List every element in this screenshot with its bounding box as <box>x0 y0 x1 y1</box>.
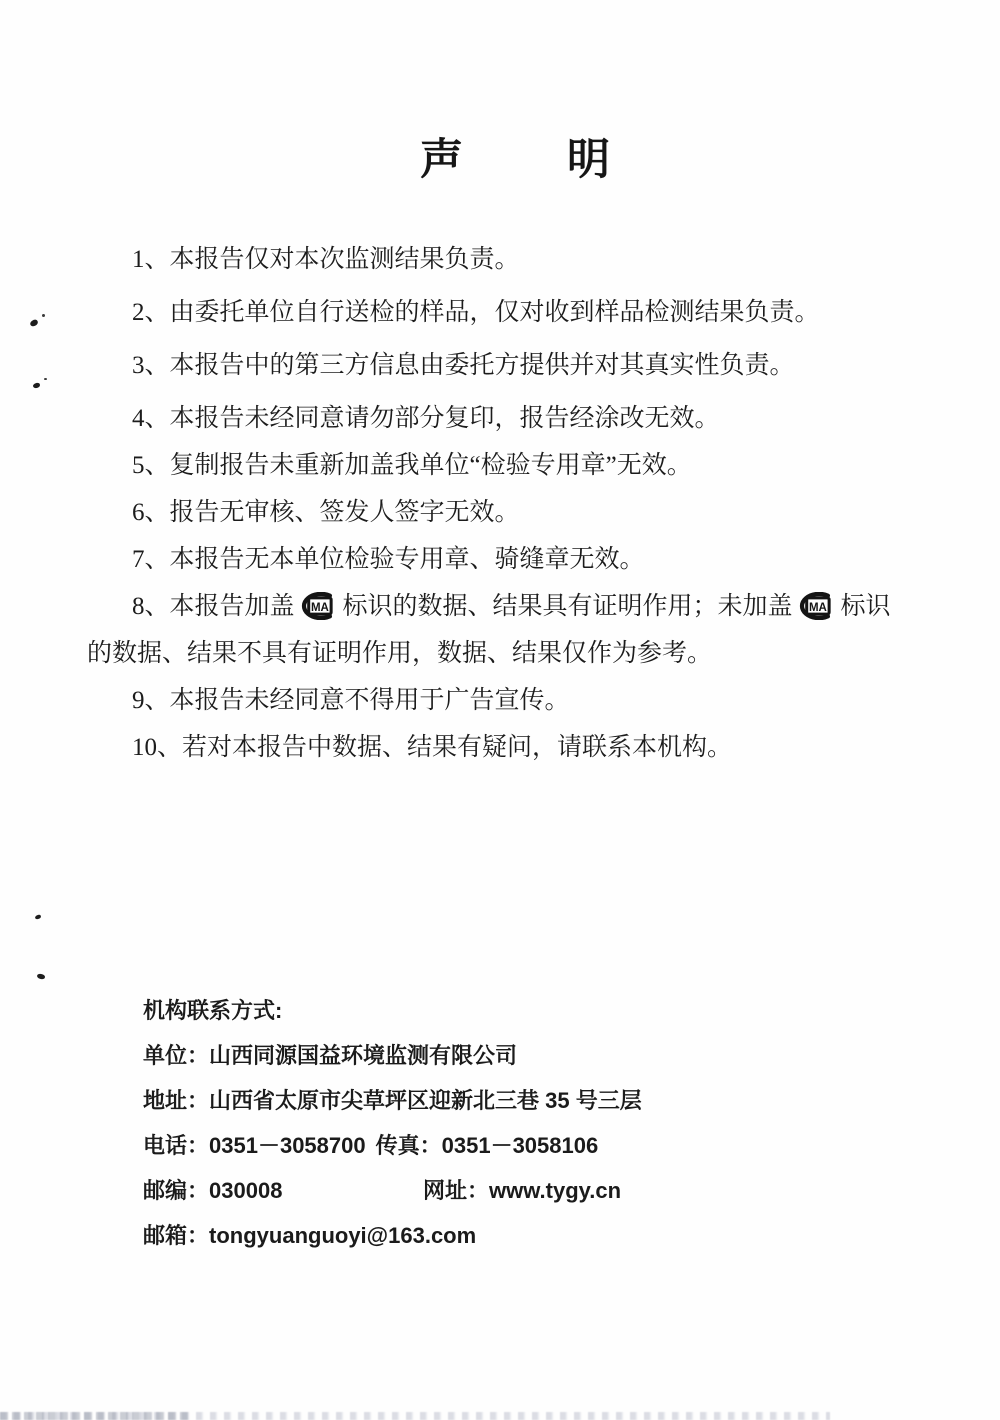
statement-8-part2: 标识的数据、结果具有证明作用；未加盖 <box>342 593 793 620</box>
statement-7: 7、本报告无本单位检验专用章、骑缝章无效。 <box>132 546 645 573</box>
contact-zip-row <box>143 1168 843 1213</box>
contact-unit-value: 山西同源国益环境监测有限公司 <box>209 1043 518 1068</box>
statement-8 <box>87 583 899 677</box>
contact-phone-value: 0351－3058700 <box>209 1133 366 1158</box>
cma-mark-text: MA <box>808 601 827 614</box>
cma-mark-icon <box>797 592 837 620</box>
contact-unit-label: 单位： <box>143 1043 210 1068</box>
contact-fax-value: 0351－3058106 <box>441 1133 599 1158</box>
cma-mark-icon <box>299 592 339 620</box>
ink-speck <box>35 914 42 919</box>
contact-zip-value: 030008 <box>209 1178 283 1203</box>
cma-mark-text: MA <box>310 601 329 614</box>
contact-unit-row <box>143 1033 843 1078</box>
contact-zip-label: 邮编： <box>143 1178 210 1203</box>
title-char-1: 声 <box>420 137 463 184</box>
page-bottom-bleedthrough <box>0 1412 830 1420</box>
contact-heading: 机构联系方式: <box>143 998 283 1023</box>
statement-3: 3、本报告中的第三方信息由委托方提供并对其真实性负责。 <box>132 352 795 379</box>
ink-speck <box>42 314 45 317</box>
contact-email-row <box>143 1213 843 1258</box>
statement-9: 9、本报告未经同意不得用于广告宣传。 <box>132 687 570 714</box>
statements-list <box>87 236 899 771</box>
statement-4: 4、本报告未经同意请勿部分复印，报告经涂改无效。 <box>132 405 720 432</box>
ink-speck <box>44 378 47 380</box>
title-char-2: 明 <box>567 137 610 184</box>
contact-phone-row <box>143 1123 843 1168</box>
statement-6: 6、报告无审核、签发人签字无效。 <box>132 499 520 526</box>
contact-address-label: 地址： <box>143 1088 210 1113</box>
contact-address-value: 山西省太原市尖草坪区迎新北三巷 35 号三层 <box>209 1088 642 1113</box>
ink-speck <box>29 319 39 328</box>
contact-web-label: 网址： <box>423 1178 490 1203</box>
contact-web-value: www.tygy.cn <box>489 1178 622 1203</box>
statement-8-part3: 标识的数据、结果不具有证明作用，数据、结果仅作为参考。 <box>87 593 891 667</box>
contact-fax-label: 传真： <box>375 1133 442 1158</box>
ink-speck <box>36 973 45 980</box>
contact-phone-label: 电话： <box>143 1133 210 1158</box>
contact-info <box>143 988 843 1258</box>
statement-1: 1、本报告仅对本次监测结果负责。 <box>132 246 520 273</box>
statement-8-part1: 8、本报告加盖 <box>132 593 295 620</box>
statement-2: 2、由委托单位自行送检的样品，仅对收到样品检测结果负责。 <box>132 299 820 326</box>
page-title <box>0 126 1000 187</box>
statement-5: 5、复制报告未重新加盖我单位“检验专用章”无效。 <box>132 452 692 479</box>
ink-speck <box>33 382 41 388</box>
statement-10: 10、若对本报告中数据、结果有疑问，请联系本机构。 <box>132 734 733 761</box>
contact-email-value: tongyuanguoyi@163.com <box>209 1223 477 1248</box>
contact-email-label: 邮箱： <box>143 1223 210 1248</box>
contact-address-row <box>143 1078 843 1123</box>
